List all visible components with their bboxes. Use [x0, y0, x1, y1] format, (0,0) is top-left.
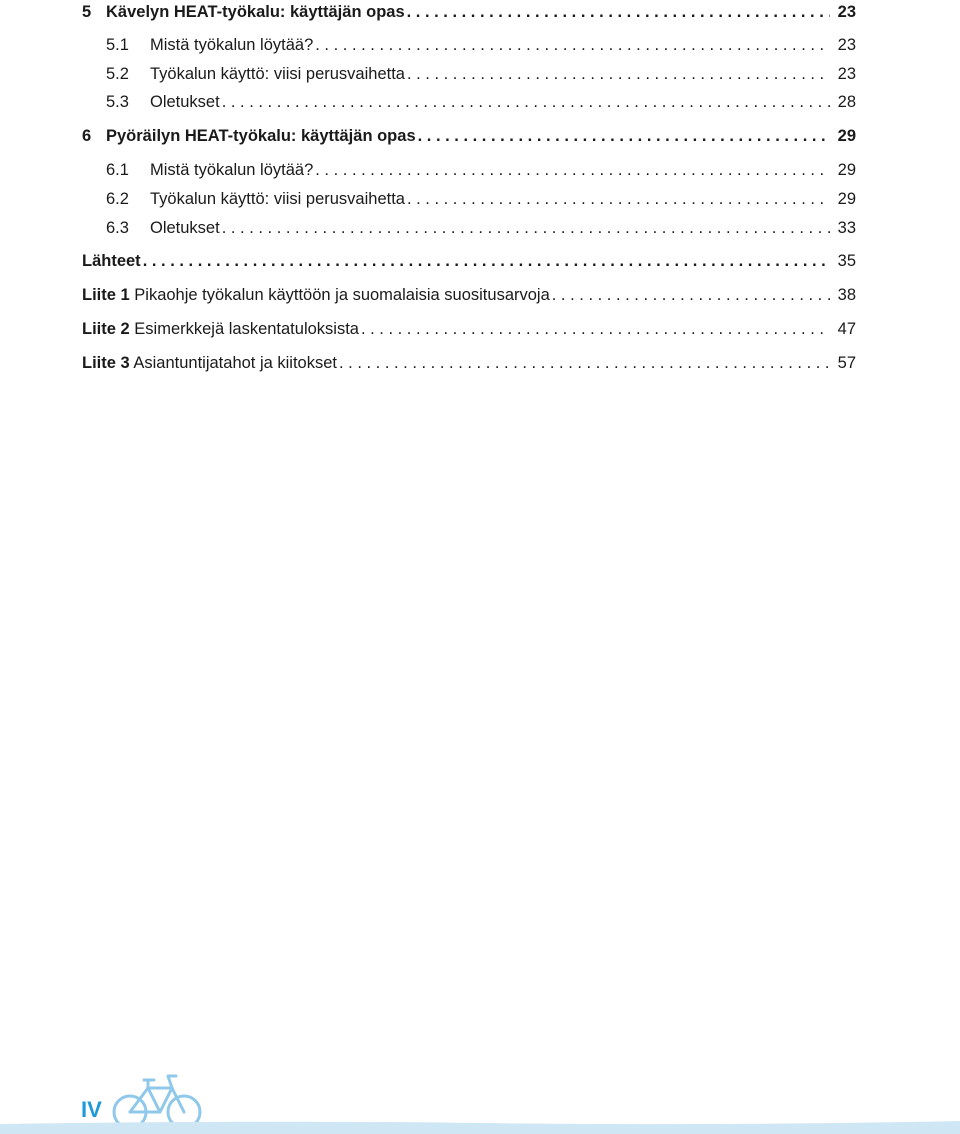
toc-entry-6-3[interactable]: [82, 216, 856, 240]
toc-leader: [407, 187, 830, 211]
toc-leader: [361, 317, 830, 341]
toc-leader: [339, 351, 830, 375]
toc-title: Pyöräilyn HEAT-työkalu: käyttäjän opas: [106, 127, 416, 145]
toc-number: 5.3: [106, 93, 129, 111]
toc-entry-chapter-5[interactable]: [82, 0, 856, 24]
toc-page: 29: [837, 127, 856, 145]
toc-title: Pikaohje työkalun käyttöön ja suomalaisia suositusarvoja: [134, 286, 550, 304]
toc-number: 6.1: [106, 161, 129, 179]
toc-page: 29: [837, 161, 856, 179]
toc-number: 6: [82, 127, 92, 145]
toc-number: 6.2: [106, 190, 129, 208]
toc-leader: [552, 283, 830, 307]
toc-title: Työkalun käyttö: viisi perusvaihetta: [150, 65, 405, 83]
toc-title: Asiantuntijatahot ja kiitokset: [133, 354, 337, 372]
toc-entry-5-1[interactable]: [82, 33, 856, 57]
toc-title: Työkalun käyttö: viisi perusvaihetta: [150, 190, 405, 208]
toc-leader: [222, 216, 830, 240]
toc-title: Esimerkkejä laskentatuloksista: [134, 320, 359, 338]
toc-appendix: [82, 351, 337, 375]
toc-entry-liite-3[interactable]: [82, 351, 856, 375]
toc-leader: [143, 249, 830, 273]
toc-title: Lähteet: [82, 252, 141, 270]
toc-title: Oletukset: [150, 93, 220, 111]
page-number-label: IV: [81, 1097, 102, 1122]
toc-page: 28: [837, 93, 856, 111]
toc-entry-liite-2[interactable]: [82, 317, 856, 341]
footer-band: [0, 1118, 960, 1134]
toc-entry-lahteet[interactable]: [82, 249, 856, 273]
toc-entry-6-1[interactable]: [82, 158, 856, 182]
toc-appendix: [82, 283, 550, 307]
toc-appendix-label: Liite 1: [82, 286, 130, 304]
toc-appendix: [82, 317, 359, 341]
toc-title: Mistä työkalun löytää?: [150, 36, 314, 54]
toc-title: Mistä työkalun löytää?: [150, 161, 314, 179]
toc-title: Oletukset: [150, 219, 220, 237]
toc-leader: [222, 90, 830, 114]
toc-number: 5.1: [106, 36, 129, 54]
toc-leader: [315, 158, 830, 182]
toc-appendix-label: Liite 3: [82, 354, 130, 372]
toc-page: 35: [837, 252, 856, 270]
toc-number: 6.3: [106, 219, 129, 237]
toc-page: 57: [837, 354, 856, 372]
toc-page: 47: [837, 320, 856, 338]
toc-entry-liite-1[interactable]: [82, 283, 856, 307]
toc-page: 33: [837, 219, 856, 237]
toc-title: Kävelyn HEAT-työkalu: käyttäjän opas: [106, 3, 405, 21]
toc-appendix-label: Liite 2: [82, 320, 130, 338]
toc-leader: [407, 0, 830, 24]
toc-page: 23: [837, 3, 856, 21]
toc-entry-6-2[interactable]: [82, 187, 856, 211]
toc-leader: [315, 33, 830, 57]
toc-leader: [418, 124, 830, 148]
toc-leader: [407, 62, 830, 86]
toc-number: 5: [82, 3, 92, 21]
toc-page: 38: [837, 286, 856, 304]
toc-number: 5.2: [106, 65, 129, 83]
toc-page: 23: [837, 65, 856, 83]
toc-page: 29: [837, 190, 856, 208]
toc-entry-5-3[interactable]: [82, 90, 856, 114]
toc-entry-5-2[interactable]: [82, 62, 856, 86]
toc-page: 23: [837, 36, 856, 54]
toc-entry-chapter-6[interactable]: [82, 124, 856, 148]
